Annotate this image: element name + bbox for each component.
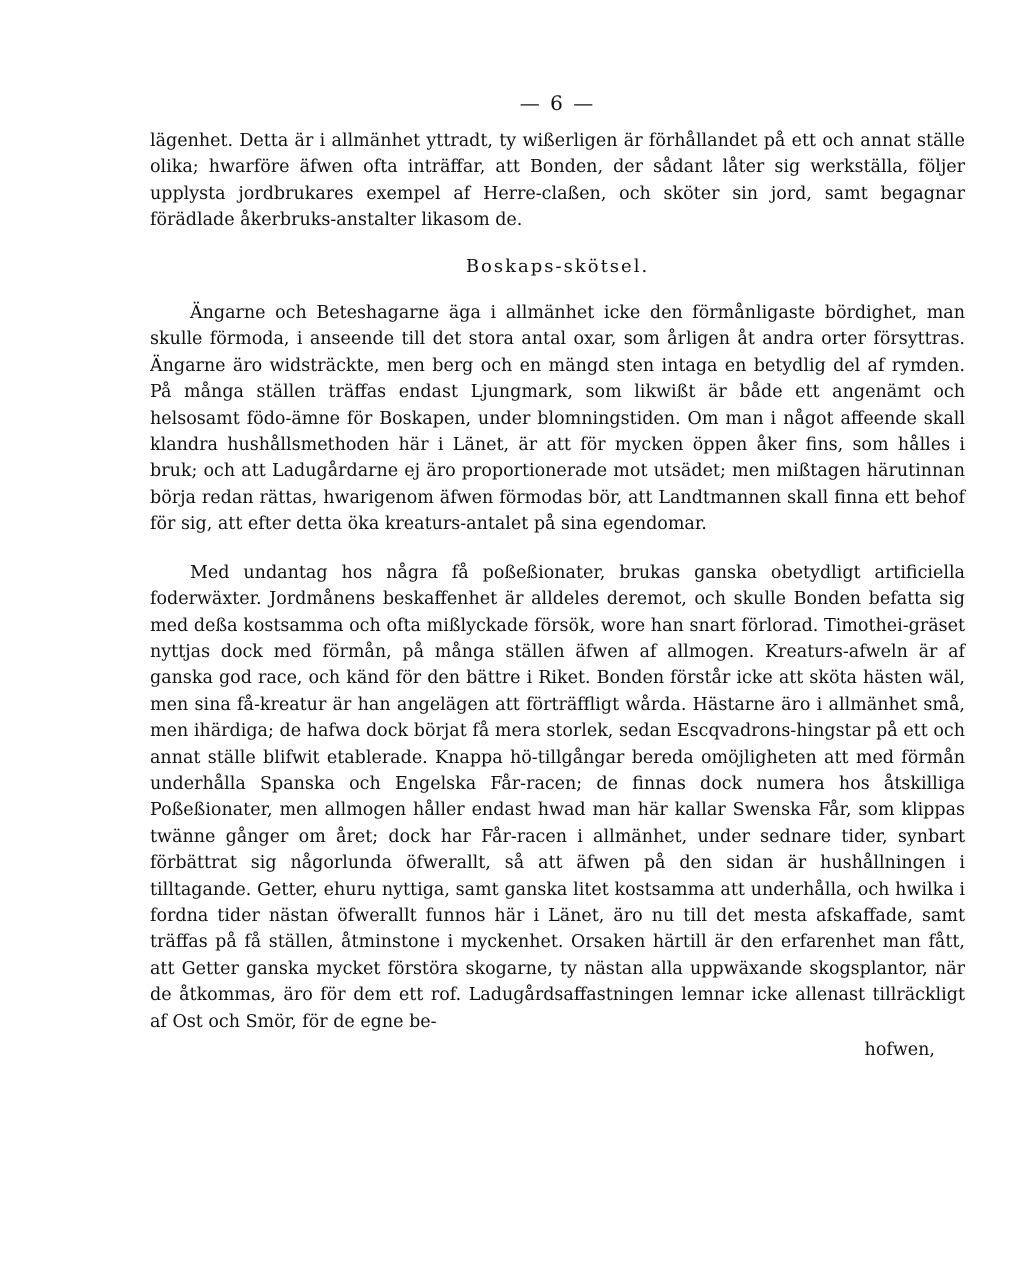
catchword: hofwen, — [864, 1040, 935, 1060]
page-number: — 6 — — [519, 91, 596, 115]
section-heading: Boskaps-skötsel. — [465, 255, 650, 277]
document-page — [150, 88, 965, 1063]
paragraph-meadows: Ängarne och Beteshagarne äga i allmänhet icke den förmånligaste bördighet, man skulle förmoda, i anseende till det stora antal oxar, som årligen åt andra orter försyttras. Ängarne äro widsträckte, men berg och en mängd sten intaga en betydlig del af rymden. På många ställen träffas endast Ljungmark, som likwißt är både ett angenämt och helsosamt födo-ämne för Boskapen, under blomningstiden. Om man i något affeende skall klandra hushållsmethoden här i Länet, är att för mycken öppen åker fins, som hålles i bruk; och att Ladugårdarne ej äro proportionerade mot utsädet; men mißtagen härutinnan börja redan rättas, hwarigenom äfwen förmodas bör, att Landtmannen skall finna ett behof för sig, att efter detta öka kreaturs-antalet på sina egendomar. — [150, 303, 965, 535]
paragraph-continuation: lägenhet. Detta är i allmänhet yttradt, ty wißerligen är förhållandet på ett och annat ställe olika; hwarföre äfwen ofta inträffar, att Bonden, der sådant låter sig werkställa, följer upplysta jordbrukares exempel af Herre-claßen, och sköter sin jord, samt begagnar förädlade åkerbruks-anstalter likasom de. — [150, 131, 965, 231]
paragraph-fodder: Med undantag hos några få poßeßionater, brukas ganska obetydligt artificiella foderwäxter. Jordmånens beskaffenhet är alldeles deremot, och skulle Bonden befatta sig med deßa kostsamma och ofta mißlyckade försök, wore han snart förlorad. Timothei-gräset nyttjas dock med förmån, på många ställen äfwen af allmogen. Kreaturs-afweln är af ganska god race, och känd för den bättre i Riket. Bonden förstår icke att sköta hästen wäl, men sina få-kreatur är han angelägen att förträffligt wårda. Hästarne äro i allmänhet små, men ihärdiga; de hafwa dock börjat få mera storlek, sedan Escqvadrons-hingstar på ett och annat ställe blifwit etablerade. Knappa hö-tillgångar bereda omöjligheten att med förmån underhålla Spanska och Engelska Får-racen; de finnas dock numera hos åtskilliga Poßeßionater, men allmogen håller endast hwad man här kallar Swenska Får, som klippas twänne gånger om året; dock har Får-racen i allmänhet, under sednare tider, synbart förbättrat sig någorlunda öfwerallt, så att äfwen på den sidan är hushållningen i tilltagande. Getter, ehuru nyttiga, samt ganska litet kostsamma att underhålla, och hwilka i fordna tider nästan öfwerallt funnos här i Länet, äro nu till det mesta afskaffade, samt träffas på få ställen, åtminstone i myckenhet. Orsaken härtill är den erfarenhet man fått, att Getter ganska mycket förstöra skogarne, ty nästan alla uppwäxande skogsplantor, när de åtkommas, äro för dem ett rof. Ladugårdsaffastningen lemnar icke allenast tillräckligt af Ost och Smör, för de egne be- — [150, 562, 965, 1032]
